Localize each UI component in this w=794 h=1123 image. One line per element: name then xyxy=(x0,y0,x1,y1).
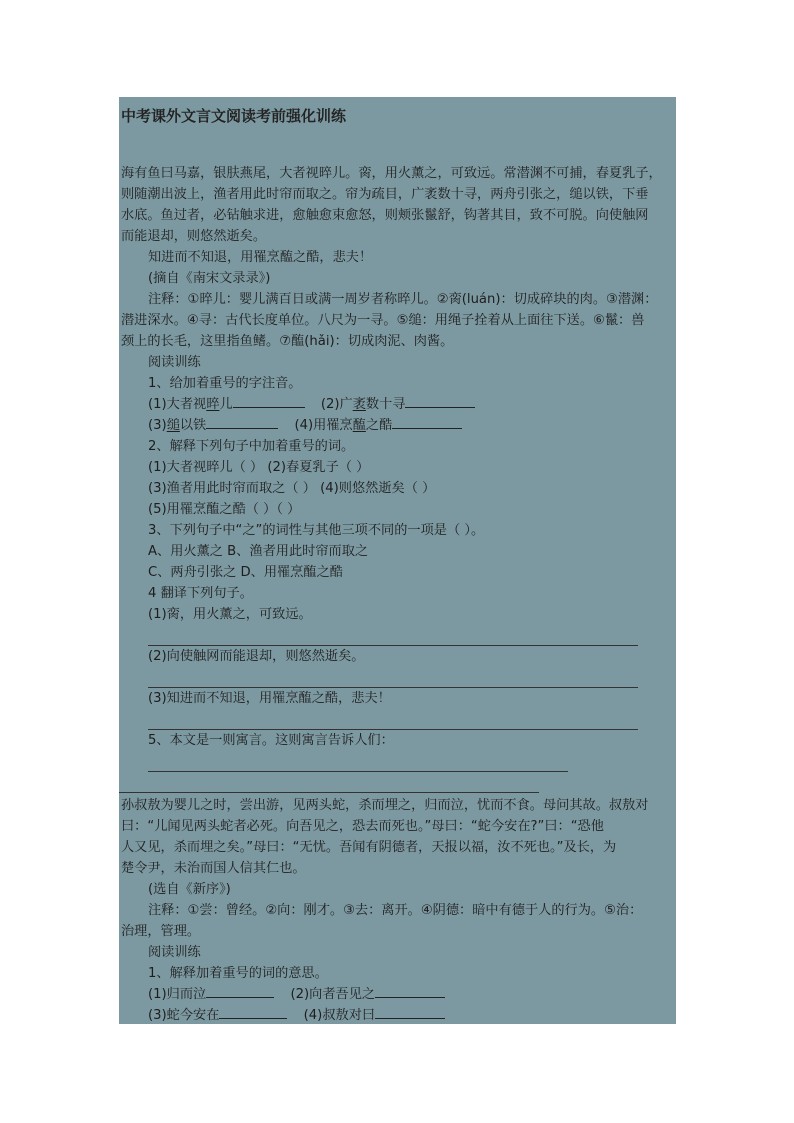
answer-blank[interactable] xyxy=(392,415,462,429)
question-4-item: (2)向使触网而能退却，则悠然逝矣。 xyxy=(148,649,365,664)
question-1-row-b: (3)缒以铁 (4)用罹烹醢之酷 xyxy=(148,415,462,436)
passage2-line: 曰：“儿闻见两头蛇者必死。向吾见之，恐去而死也。”母曰：“蛇今安在?”曰：“恐他 xyxy=(121,819,604,834)
question-4: 4 翻译下列句子。 xyxy=(148,586,253,601)
section-divider xyxy=(119,792,539,793)
question-4-item: (1)脔，用火薰之，可致远。 xyxy=(148,607,312,622)
passage1-line: 水底。鱼过者，必钻触求进，愈触愈束愈怒，则颊张鬣舒，钩著其目，致不可脱。向使触网 xyxy=(121,208,649,223)
document-title: 中考课外文言文阅读考前强化训练 xyxy=(121,107,347,125)
question-1-row-a: (1)大者视晬儿 (2)广袤数十寻 xyxy=(148,394,475,415)
question-4-item: (3)知进而不知退，用罹烹醢之酷，悲夫！ xyxy=(148,691,391,706)
question-1: 1、解释加着重号的词的意思。 xyxy=(148,966,328,981)
answer-blank[interactable] xyxy=(233,394,305,408)
document-panel xyxy=(119,97,676,1024)
question-2: 2、解释下列句子中加着重号的词。 xyxy=(148,439,355,454)
passage1-source: (摘自《南宋文录录》) xyxy=(148,271,271,286)
answer-blank[interactable] xyxy=(206,984,274,998)
question-2-items[interactable]: (3)渔者用此时帘而取之（ ） (4)则悠然逝矣（ ） xyxy=(148,481,436,496)
passage1-line: 海有鱼曰马嘉，银肤燕尾，大者视晬儿。脔，用火薰之，可致远。常潜渊不可捕，春夏乳子， xyxy=(121,166,662,181)
passage1-notes: 注释：①晬儿：婴儿满百日或满一周岁者称晬儿。②脔(luán)：切成碎块的肉。③潜渊： xyxy=(148,292,658,307)
question-5: 5、本文是一则寓言。这则寓言告诉人们： xyxy=(148,733,394,748)
answer-blank[interactable] xyxy=(375,984,445,998)
question-2-items[interactable]: (5)用罹烹醢之酷（ ）（ ） xyxy=(148,502,301,517)
passage2-line: 人又见，杀而埋之矣。”母曰：“无忧。吾闻有阴德者，天报以福，汝不死也。”及长，为 xyxy=(121,840,617,855)
passage2-notes: 注释：①尝：曾经。②向：刚才。③去：离开。④阴德：暗中有德于人的行为。⑤治： xyxy=(148,903,643,918)
question-2-items[interactable]: (1)大者视晬儿（ ） (2)春夏乳子（ ） xyxy=(148,460,370,475)
passage2-notes: 治理，管理。 xyxy=(121,924,201,939)
answer-line[interactable] xyxy=(148,771,568,772)
passage1-line: 则随潮出波上，渔者用此时帘而取之。帘为疏目，广袤数十寻，两舟引张之，缒以铁，下垂 xyxy=(121,187,649,202)
passage1-moral: 知进而不知退，用罹烹醢之酷，悲夫！ xyxy=(148,250,373,265)
question-1-row-b: (3)蛇今安在 (4)叔敖对曰 xyxy=(148,1005,445,1024)
passage1-notes: 潜进深水。④寻：古代长度单位。八尺为一寻。⑤缒：用绳子拴着从上面往下送。⑥鬣：兽 xyxy=(121,313,645,328)
passage2-line: 孙叔敖为婴儿之时，尝出游，见两头蛇，杀而埋之，归而泣，忧而不食。母问其故。叔敖对 xyxy=(121,798,649,813)
question-3[interactable]: 3、下列句子中“之”的词性与其他三项不同的一项是（ ）。 xyxy=(148,523,485,538)
answer-blank[interactable] xyxy=(375,1005,445,1019)
question-1: 1、给加着重号的字注音。 xyxy=(148,376,302,391)
answer-blank[interactable] xyxy=(405,394,475,408)
question-1-row-a: (1)归而泣 (2)向者吾见之 xyxy=(148,984,445,1005)
answer-blank[interactable] xyxy=(219,1005,287,1019)
exercise-heading: 阅读训练 xyxy=(148,355,201,370)
answer-blank[interactable] xyxy=(206,415,278,429)
question-3-options: A、用火薰之 B、渔者用此时帘而取之 xyxy=(148,544,369,559)
passage2-source: (选自《新序》) xyxy=(148,882,231,897)
passage2-line: 楚令尹，未治而国人信其仁也。 xyxy=(121,861,306,876)
passage1-line: 而能退却，则悠然逝矣。 xyxy=(121,229,267,244)
question-3-options: C、两舟引张之 D、用罹烹醢之酷 xyxy=(148,565,343,580)
passage1-notes: 颈上的长毛，这里指鱼鳍。⑦醢(hǎi)：切成肉泥、肉酱。 xyxy=(121,334,454,349)
exercise-heading: 阅读训练 xyxy=(148,945,201,960)
